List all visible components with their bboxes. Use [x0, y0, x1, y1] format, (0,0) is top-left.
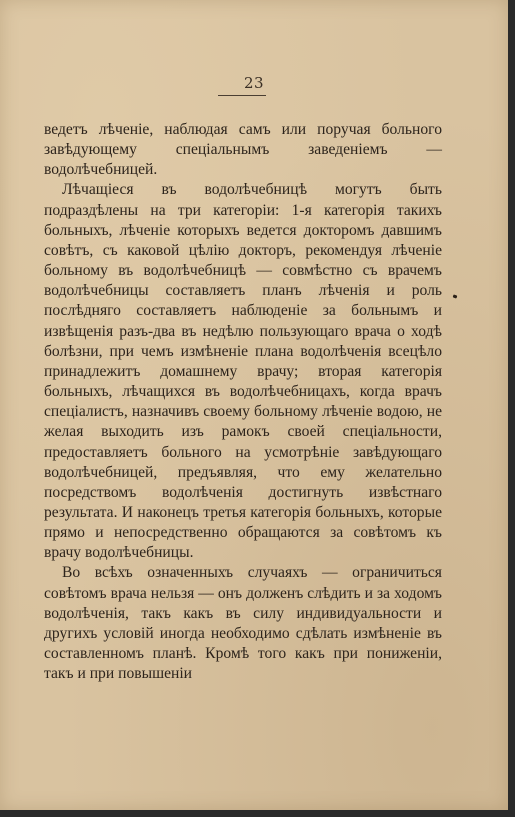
paragraph: Лѣчащіеся въ водолѣчебницѣ могутъ быть подраздѣлены на три категоріи: 1-я категорія такихъ больныхъ, лѣченіе которыхъ ведется докторомъ давшимъ совѣтъ, съ каковой цѣлію докторъ, рекомендуя лѣченіе больному въ водолѣчебницѣ — совмѣстно съ врачемъ водолѣчебницы составляетъ планъ лѣченія и роль послѣдняго составляетъ наблюденіе за больнымъ и извѣщенія разъ-два въ недѣлю пользующаго врача о ходѣ болѣзни, при чемъ измѣненіе плана водолѣченія всецѣло принадлежитъ домашнему врачу; вторая категорія больныхъ, лѣчащихся въ водолѣчебницахъ, когда врачъ спеціалистъ, назначивъ своему больному лѣченіе водою, не желая выходить изъ рамокъ своей спеціальности, предоставляетъ больного на усмотрѣніе завѣдующаго водолѣчебницей, предъявляя, что ему желательно посредствомъ водолѣченія достигнуть извѣстнаго результата. И наконецъ третья категорія больныхъ, которые прямо и непосредственно обращаются за совѣтомъ къ врачу водолѣчебницы.	[44, 181, 442, 562]
paragraph: ведетъ лѣченіе, наблюдая самъ или поручая больного завѣдующему спеціальнымъ заведеніемъ — водолѣчебницей.	[44, 121, 442, 179]
page-number-rule	[218, 95, 266, 96]
paragraph: Во всѣхъ означенныхъ случаяхъ — ограничиться совѣтомъ врача нельзя — онъ долженъ слѣдить и за ходомъ водолѣченія, такъ какъ въ силу индивидуальности и другихъ условій иногда необходимо сдѣлать измѣненіе въ составленномъ планѣ. Кромѣ того какъ при пониженіи, такъ и при повышеніи	[44, 564, 442, 683]
page-body	[44, 120, 442, 684]
ink-speck	[453, 294, 458, 298]
page-number: 23	[243, 74, 265, 92]
